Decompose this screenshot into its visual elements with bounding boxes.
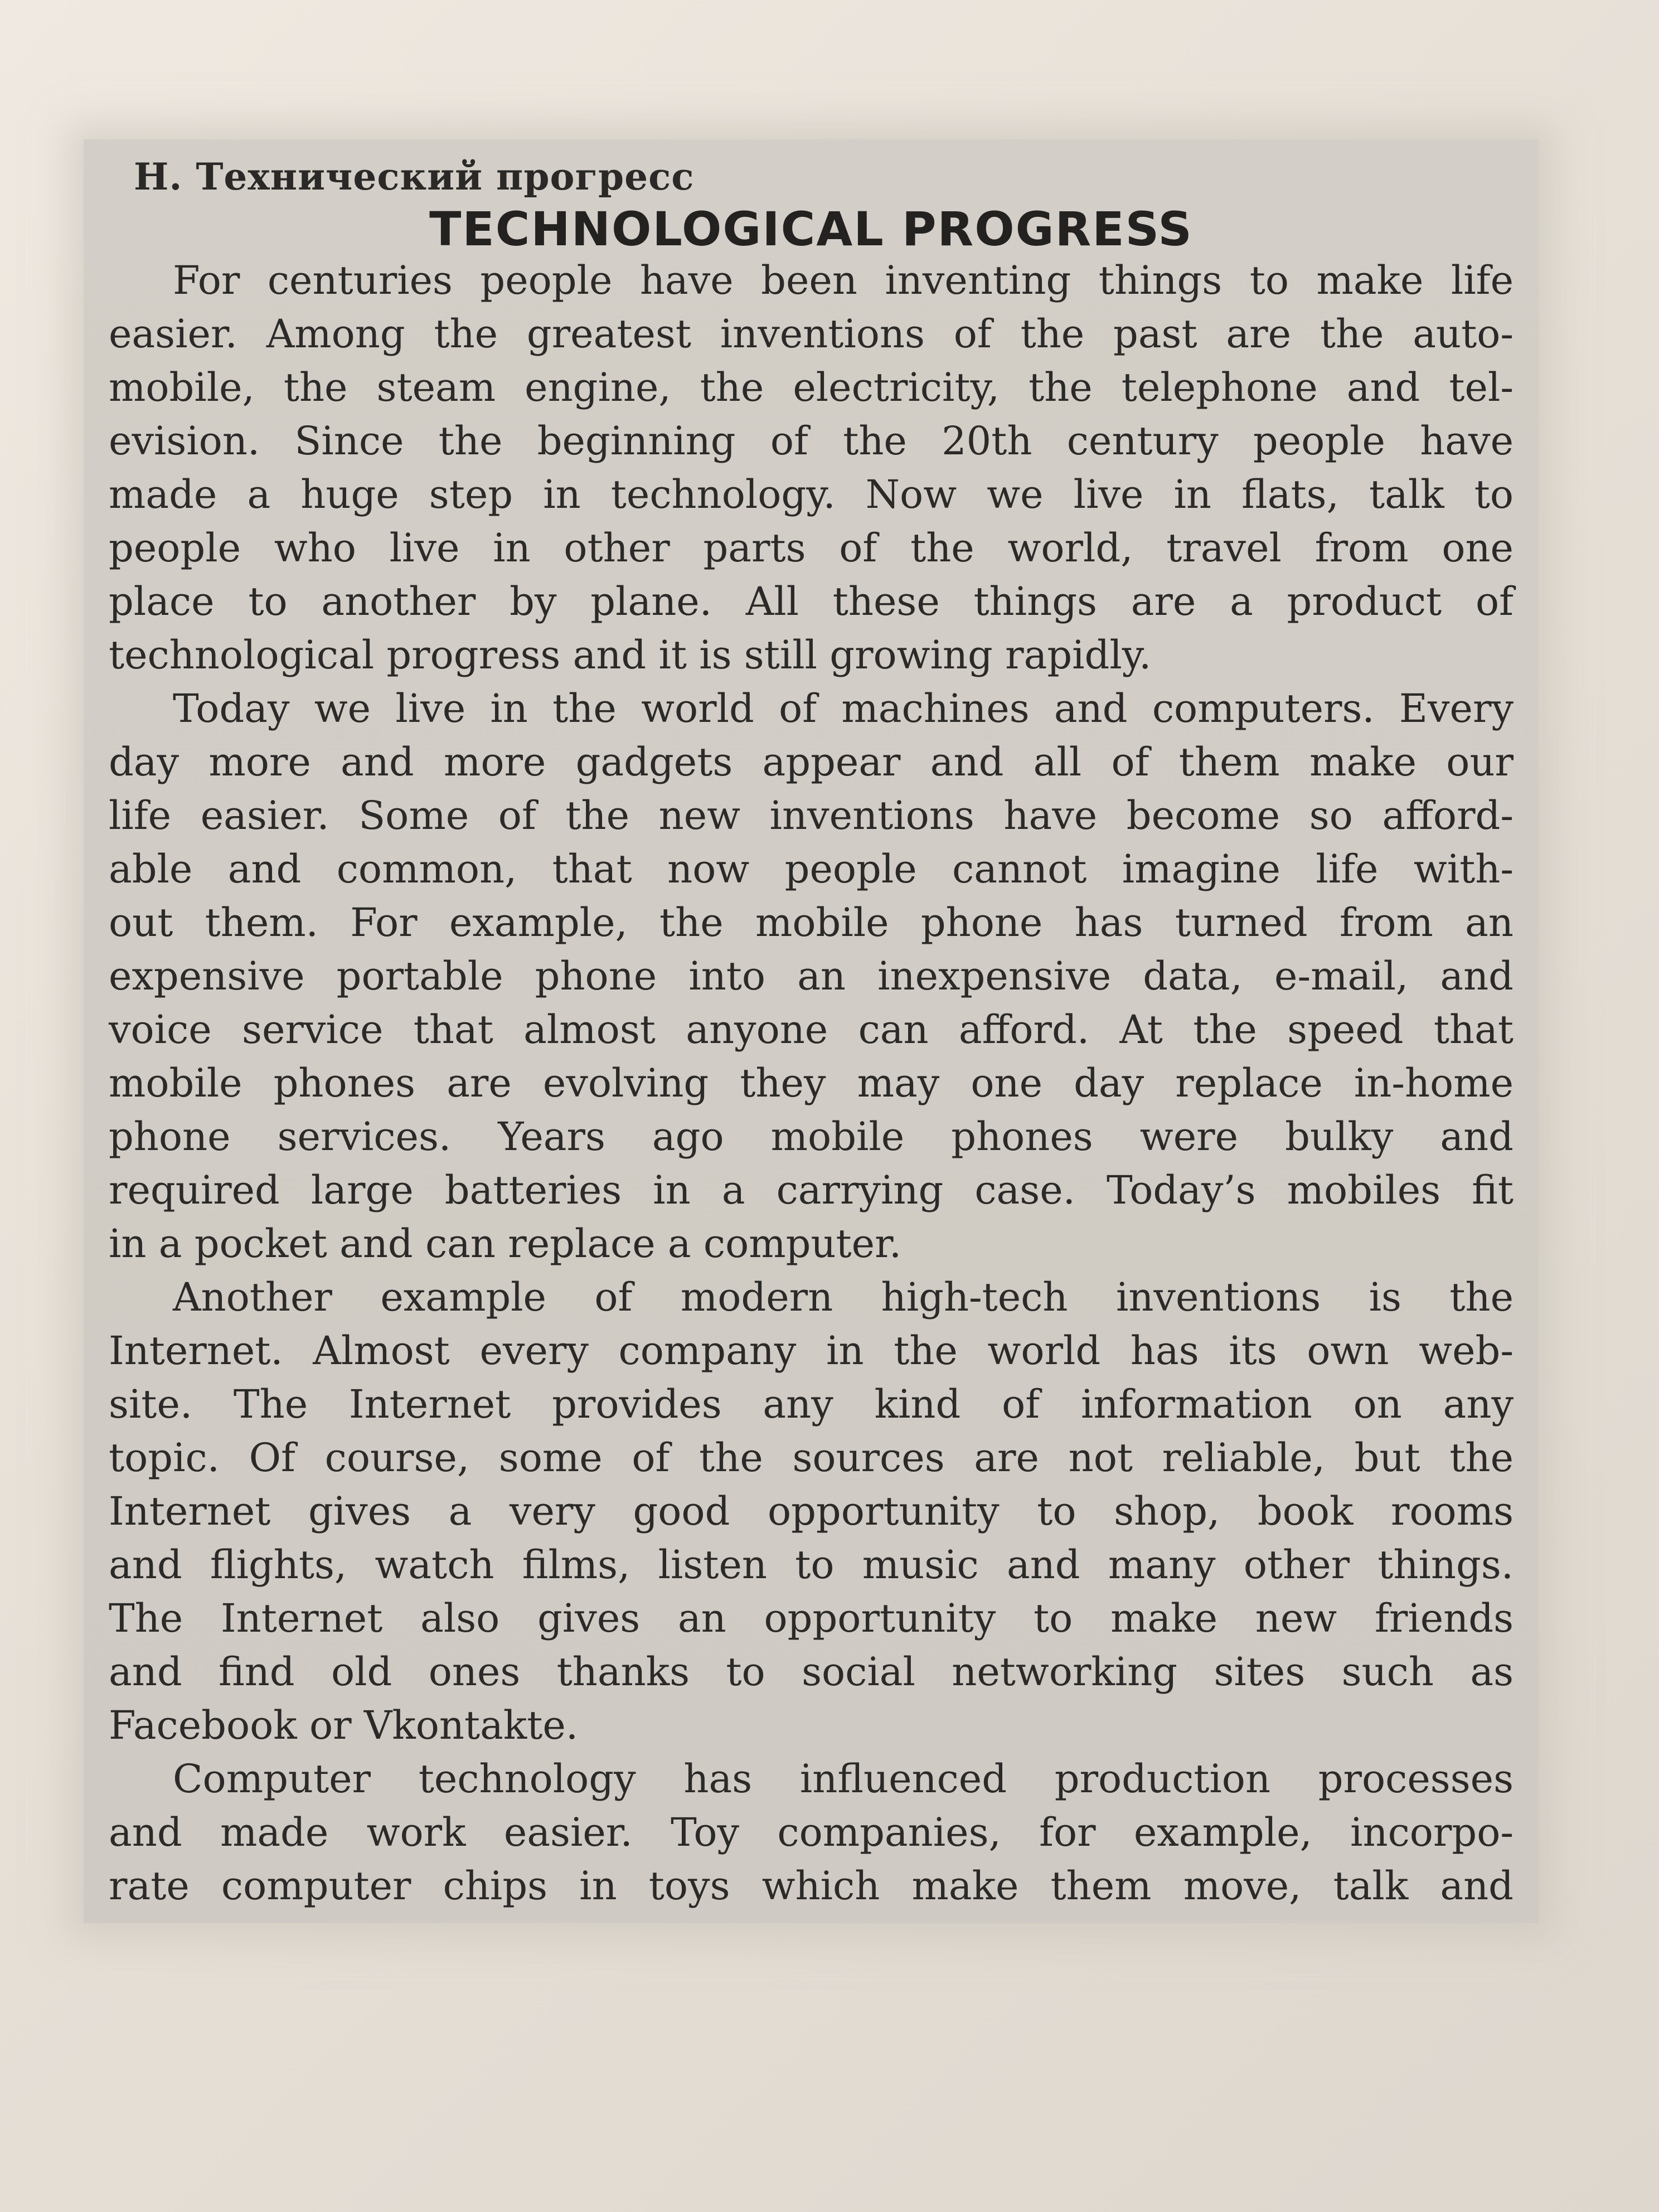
text-line: and flights, watch films, listen to music and many other things. <box>109 1542 1514 1588</box>
section-header: Н. Технический прогресс <box>134 155 695 198</box>
text-line: required large batteries in a carrying case. Today’s mobiles fit <box>109 1167 1514 1213</box>
text-line: The Internet also gives an opportunity to make new friends <box>109 1595 1514 1641</box>
text-line: technological progress and it is still growing rapidly. <box>109 632 1152 678</box>
paragraph-3 <box>109 1270 1514 1752</box>
text-line: voice service that almost anyone can afford. At the speed that <box>109 1007 1514 1052</box>
paragraph-1 <box>109 254 1514 682</box>
paragraph-4 <box>109 1752 1514 1913</box>
text-line: and made work easier. Toy companies, for example, incorpo- <box>109 1810 1514 1855</box>
text-line: Another example of modern high-tech inventions is the <box>173 1274 1514 1320</box>
text-line: rate computer chips in toys which make them move, talk and <box>109 1863 1514 1909</box>
text-line: topic. Of course, some of the sources are not reliable, but the <box>109 1435 1514 1481</box>
text-line: life easier. Some of the new inventions have become so afford- <box>109 793 1514 838</box>
page-title: TECHNOLOGICAL PROGRESS <box>429 202 1193 256</box>
text-line: in a pocket and can replace a computer. <box>109 1221 902 1267</box>
text-line: Internet gives a very good opportunity to shop, book rooms <box>109 1488 1514 1534</box>
text-line: mobile, the steam engine, the electricity, the telephone and tel- <box>109 365 1514 410</box>
text-line: able and common, that now people cannot imagine life with- <box>109 846 1514 892</box>
text-line: and find old ones thanks to social networking sites such as <box>109 1649 1514 1695</box>
text-line: Computer technology has influenced production processes <box>173 1756 1514 1802</box>
text-line: made a huge step in technology. Now we live in flats, talk to <box>109 472 1514 517</box>
text-line: Today we live in the world of machines and computers. Every <box>173 686 1514 731</box>
text-line: evision. Since the beginning of the 20th century people have <box>109 418 1514 464</box>
text-line: For centuries people have been inventing things to make life <box>173 258 1514 303</box>
text-line: out them. For example, the mobile phone has turned from an <box>109 900 1514 945</box>
text-line: place to another by plane. All these things are a product of <box>109 579 1514 624</box>
paragraph-2 <box>109 682 1514 1270</box>
article-body <box>109 254 1514 1913</box>
text-line: mobile phones are evolving they may one day replace in-home <box>109 1060 1514 1106</box>
text-line: phone services. Years ago mobile phones were bulky and <box>109 1114 1514 1160</box>
text-line: site. The Internet provides any kind of information on any <box>109 1381 1514 1427</box>
text-line: expensive portable phone into an inexpensive data, e-mail, and <box>109 953 1514 999</box>
text-line: day more and more gadgets appear and all of them make our <box>109 739 1514 785</box>
text-block <box>84 139 1539 1923</box>
text-line: people who live in other parts of the world, travel from one <box>109 525 1514 571</box>
text-line: Facebook or Vkontakte. <box>109 1702 579 1748</box>
text-line: easier. Among the greatest inventions of the past are the auto- <box>109 311 1514 357</box>
text-line: Internet. Almost every company in the world has its own web- <box>109 1328 1514 1374</box>
